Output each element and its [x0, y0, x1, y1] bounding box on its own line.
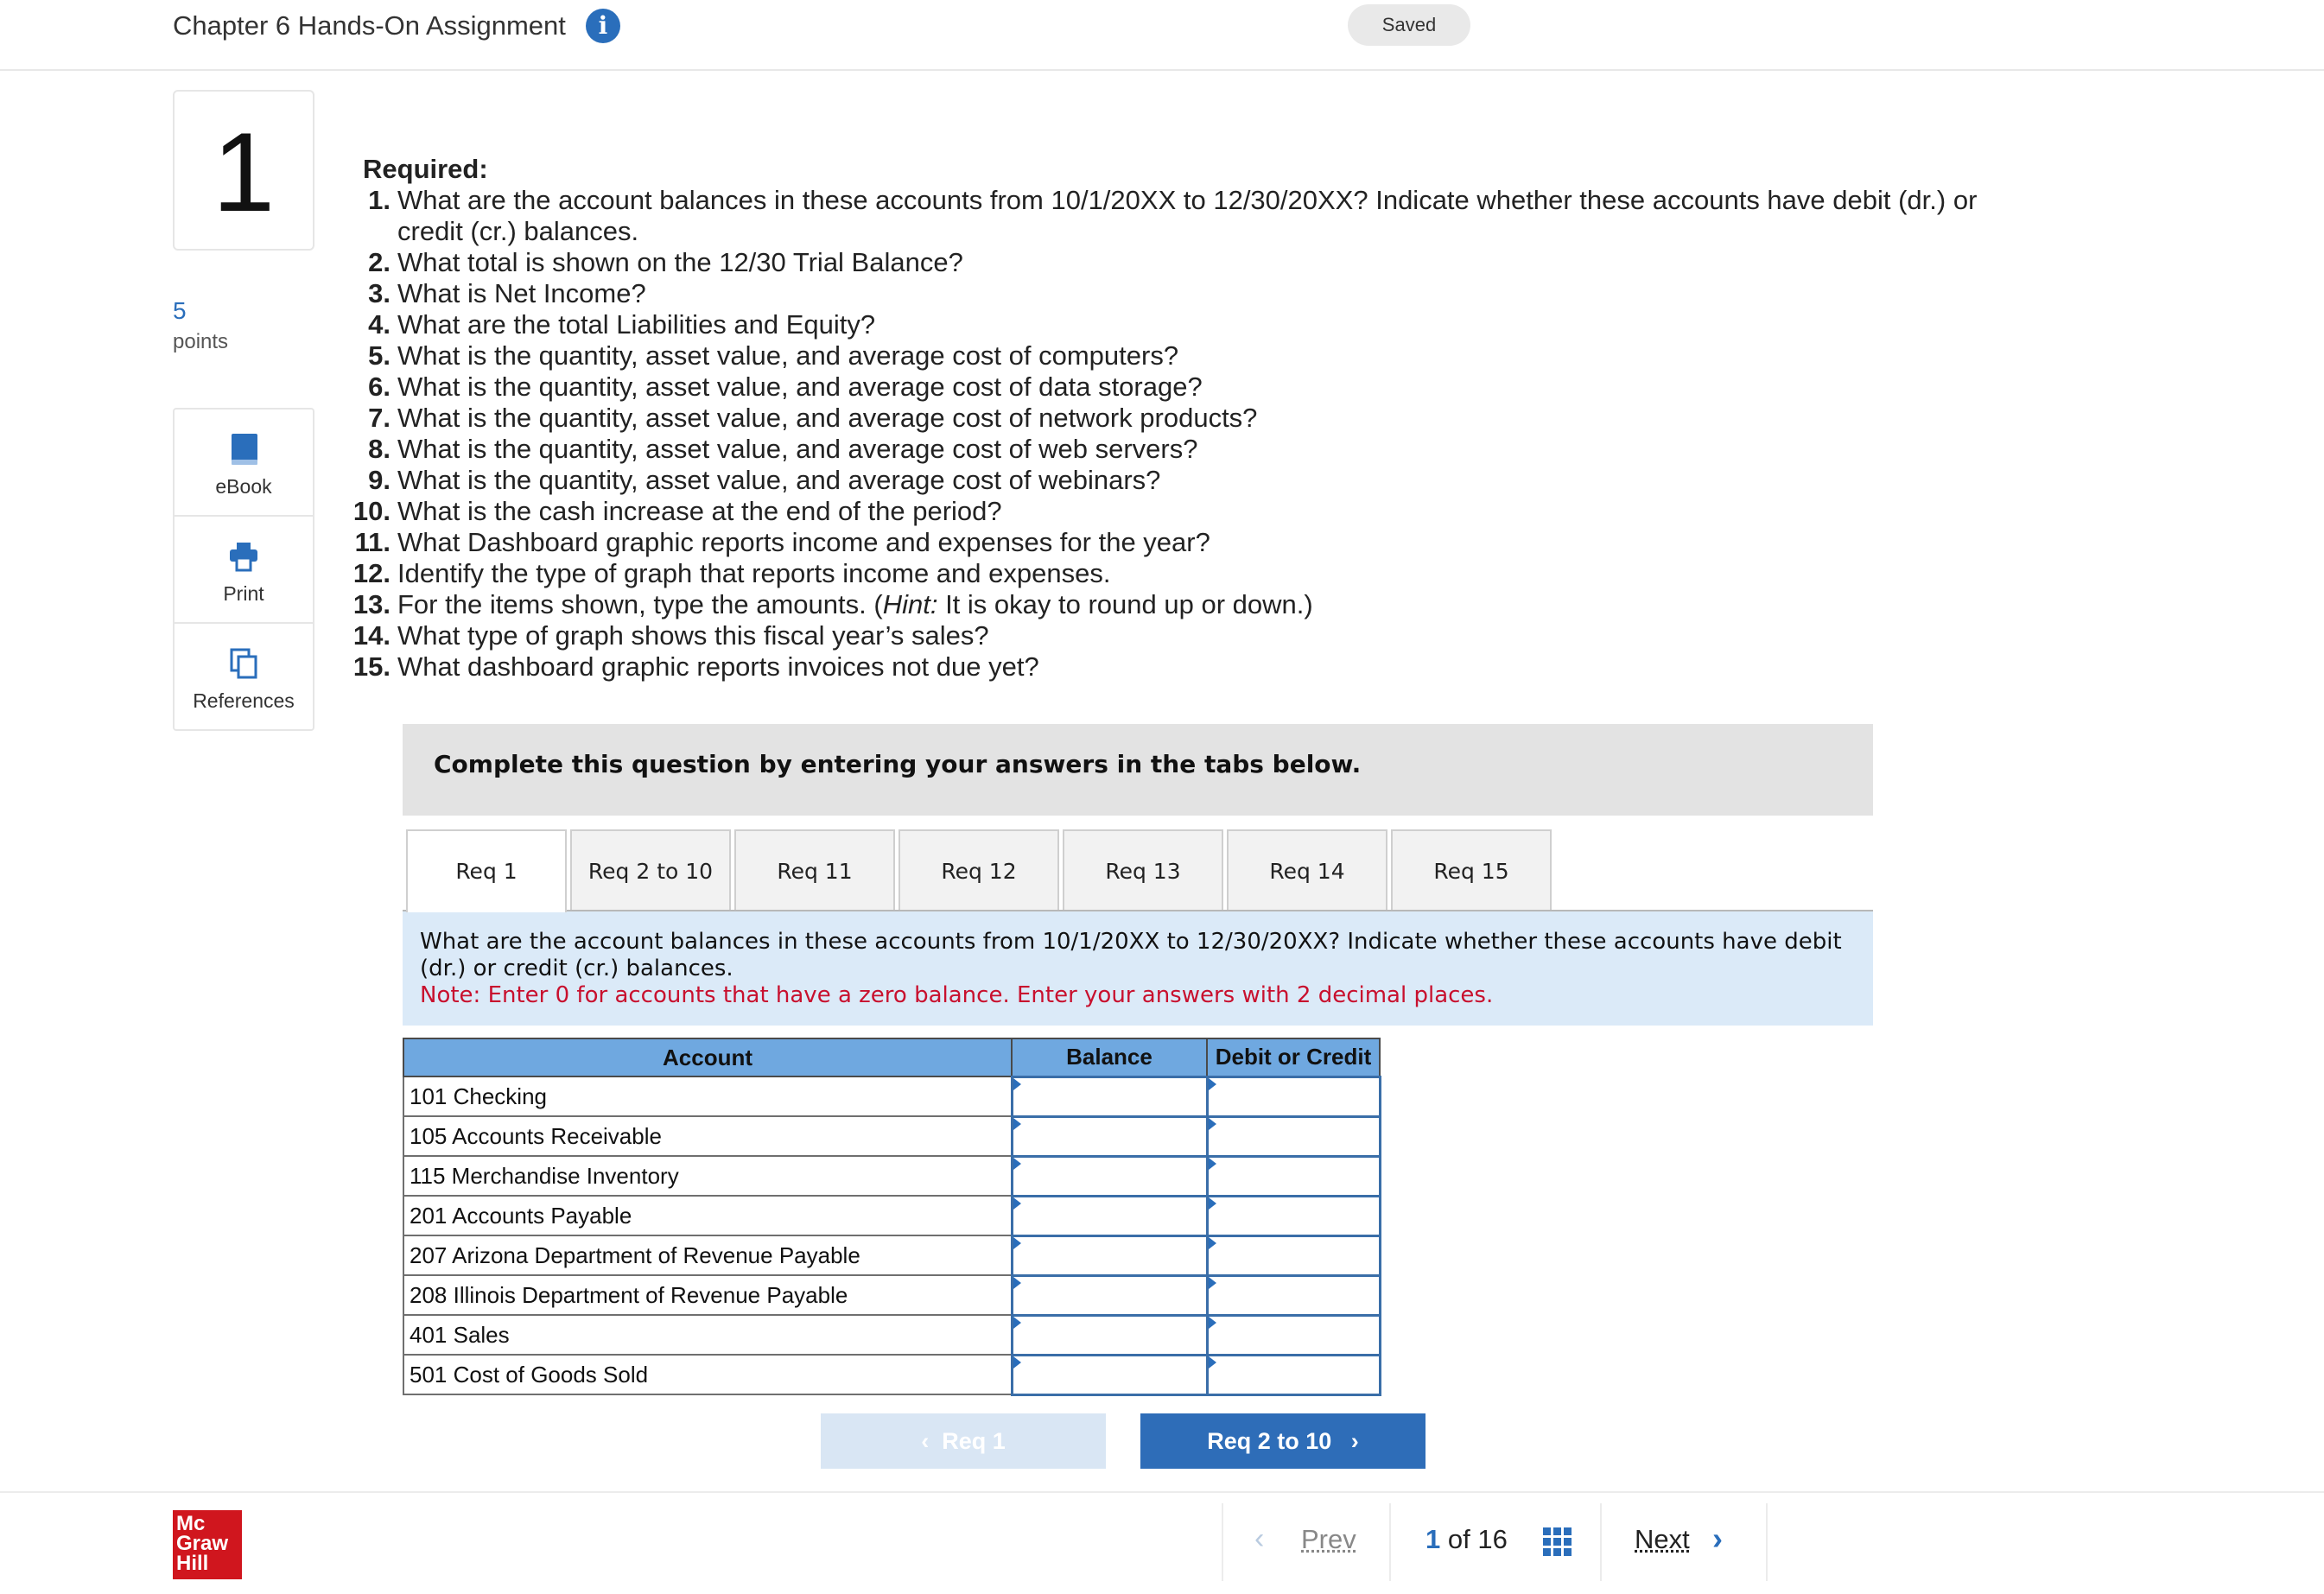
dc-select-cell[interactable] [1207, 1355, 1380, 1394]
debit-credit-select[interactable] [1209, 1198, 1379, 1233]
footer-divider [0, 1491, 2324, 1493]
instruction-text [420, 929, 1863, 1009]
balance-table [403, 1038, 1381, 1396]
balance-input[interactable] [1013, 1318, 1206, 1352]
tab-req-15[interactable]: Req 15 [1391, 829, 1552, 911]
balance-input[interactable] [1013, 1079, 1206, 1114]
table-row [403, 1116, 1380, 1156]
pager [1222, 1503, 1768, 1581]
required-item: 15. What dashboard graphic reports invoices not due yet? [352, 651, 1039, 682]
references-label: References [193, 689, 295, 712]
chevron-left-icon: ‹ [1254, 1522, 1265, 1555]
current-page: 1 [1426, 1524, 1441, 1554]
table-row [403, 1076, 1380, 1116]
dc-select-cell[interactable] [1207, 1156, 1380, 1196]
balance-input[interactable] [1013, 1159, 1206, 1193]
ebook-label: eBook [215, 475, 272, 498]
required-item: 13. For the items shown, type the amounts. (Hint: It is okay to round up or down.) [352, 589, 1313, 619]
required-list [346, 185, 1987, 683]
account-name: 101 Checking [403, 1076, 1012, 1116]
table-row [403, 1196, 1380, 1235]
book-icon [226, 432, 261, 467]
balance-input-cell[interactable] [1012, 1116, 1207, 1156]
required-item: 8. What is the quantity, asset value, and average cost of web servers? [368, 434, 1198, 464]
account-name: 207 Arizona Department of Revenue Payable [403, 1235, 1012, 1275]
account-name: 401 Sales [403, 1315, 1012, 1355]
tools-panel [173, 408, 314, 731]
question-number: 1 [173, 90, 314, 251]
tab-req-1[interactable]: Req 1 [406, 829, 567, 912]
required-item: 5. What is the quantity, asset value, and average cost of computers? [368, 340, 1179, 371]
dc-select-cell[interactable] [1207, 1275, 1380, 1315]
balance-input-cell[interactable] [1012, 1196, 1207, 1235]
total-pages: 16 [1477, 1524, 1508, 1554]
required-title: Required: [363, 154, 488, 184]
table-row [403, 1235, 1380, 1275]
chevron-right-icon: › [1712, 1521, 1723, 1556]
instruction-box [403, 911, 1873, 1026]
balance-input-cell[interactable] [1012, 1235, 1207, 1275]
prev-question-link[interactable]: Prev [1301, 1524, 1356, 1554]
required-item: 12. Identify the type of graph that reports income and expenses. [352, 558, 1111, 588]
instruction-note: Note: Enter 0 for accounts that have a zero balance. Enter your answers with 2 decimal places. [420, 982, 1494, 1008]
debit-credit-select[interactable] [1209, 1119, 1379, 1153]
account-name: 115 Merchandise Inventory [403, 1156, 1012, 1196]
balance-input[interactable] [1013, 1357, 1206, 1392]
balance-input-cell[interactable] [1012, 1315, 1207, 1355]
prev-req-button[interactable] [821, 1413, 1106, 1469]
required-item: 9. What is the quantity, asset value, and average cost of webinars? [368, 465, 1161, 495]
next-req-label: Req 2 to 10 [1207, 1428, 1332, 1454]
table-row [403, 1315, 1380, 1355]
required-item: 14. What type of graph shows this fiscal year’s sales? [352, 620, 989, 651]
balance-input-cell[interactable] [1012, 1076, 1207, 1116]
account-name: 201 Accounts Payable [403, 1196, 1012, 1235]
account-name: 501 Cost of Goods Sold [403, 1355, 1012, 1394]
points-value: 5 [173, 297, 187, 324]
tab-req-13[interactable]: Req 13 [1063, 829, 1223, 911]
required-item: 1. What are the account balances in these accounts from 10/1/20XX to 12/30/20XX? Indicate whether these accounts have debit (dr.) or credit (cr.) balances. [368, 185, 1978, 246]
header-balance: Balance [1012, 1038, 1207, 1076]
chevron-left-icon: ‹ [921, 1428, 943, 1454]
of-label: of [1447, 1524, 1470, 1554]
dc-select-cell[interactable] [1207, 1235, 1380, 1275]
table-row [403, 1275, 1380, 1315]
balance-input[interactable] [1013, 1278, 1206, 1312]
ebook-button[interactable] [175, 410, 313, 517]
tab-req-2-to-10[interactable]: Req 2 to 10 [570, 829, 731, 911]
balance-input-cell[interactable] [1012, 1355, 1207, 1394]
required-item: 3. What is Net Income? [368, 278, 646, 308]
required-item: 7. What is the quantity, asset value, and average cost of network products? [368, 403, 1258, 433]
debit-credit-select[interactable] [1209, 1278, 1379, 1312]
balance-input[interactable] [1013, 1238, 1206, 1273]
dc-select-cell[interactable] [1207, 1196, 1380, 1235]
account-name: 208 Illinois Department of Revenue Payable [403, 1275, 1012, 1315]
grid-icon[interactable] [1543, 1527, 1572, 1557]
required-item: 4. What are the total Liabilities and Equity? [368, 309, 876, 340]
balance-input-cell[interactable] [1012, 1275, 1207, 1315]
saved-badge: Saved [1348, 4, 1470, 46]
debit-credit-select[interactable] [1209, 1318, 1379, 1352]
debit-credit-select[interactable] [1209, 1079, 1379, 1114]
dc-select-cell[interactable] [1207, 1116, 1380, 1156]
copy-icon [226, 646, 261, 681]
tab-req-14[interactable]: Req 14 [1227, 829, 1387, 911]
top-bar [0, 0, 2324, 71]
info-icon[interactable]: i [586, 9, 620, 43]
table-row [403, 1355, 1380, 1394]
prev-req-label: Req 1 [942, 1428, 1006, 1454]
header-account: Account [403, 1038, 1012, 1076]
account-name: 105 Accounts Receivable [403, 1116, 1012, 1156]
instruction-question: What are the account balances in these accounts from 10/1/20XX to 12/30/20XX? Indicate whether these accounts have debit (dr.) or credit (cr.) balances. [420, 929, 1842, 981]
complete-text: Complete this question by entering your answers in the tabs below. [434, 750, 1362, 778]
print-button[interactable] [175, 517, 313, 624]
tab-req-12[interactable]: Req 12 [898, 829, 1059, 911]
dc-select-cell[interactable] [1207, 1315, 1380, 1355]
dc-select-cell[interactable] [1207, 1076, 1380, 1116]
debit-credit-select[interactable] [1209, 1159, 1379, 1193]
hint-label: Hint: [882, 589, 938, 619]
balance-input-cell[interactable] [1012, 1156, 1207, 1196]
page-counter [1426, 1524, 1508, 1555]
debit-credit-select[interactable] [1209, 1357, 1379, 1392]
tab-req-11[interactable]: Req 11 [734, 829, 895, 911]
table-row [403, 1156, 1380, 1196]
chevron-right-icon: › [1331, 1428, 1359, 1454]
balance-input[interactable] [1013, 1198, 1206, 1233]
assignment-title: Chapter 6 Hands-On Assignment [173, 10, 566, 41]
references-button[interactable] [175, 624, 313, 731]
required-item: 6. What is the quantity, asset value, and average cost of data storage? [368, 372, 1203, 402]
header-debit-credit: Debit or Credit [1207, 1038, 1380, 1076]
required-item: 10. What is the cash increase at the end of the period? [352, 496, 1002, 526]
required-item: 11. What Dashboard graphic reports income and expenses for the year? [354, 527, 1210, 557]
complete-banner [403, 724, 1873, 816]
debit-credit-select[interactable] [1209, 1238, 1379, 1273]
next-question-link[interactable]: Next [1635, 1524, 1690, 1554]
points-label: points [173, 330, 229, 353]
required-item: 2. What total is shown on the 12/30 Trial Balance? [368, 247, 963, 277]
next-req-button[interactable] [1140, 1413, 1426, 1469]
mcgraw-hill-logo: Mc Graw Hill [173, 1510, 242, 1579]
balance-input[interactable] [1013, 1119, 1206, 1153]
print-label: Print [223, 582, 264, 605]
printer-icon [226, 539, 261, 574]
